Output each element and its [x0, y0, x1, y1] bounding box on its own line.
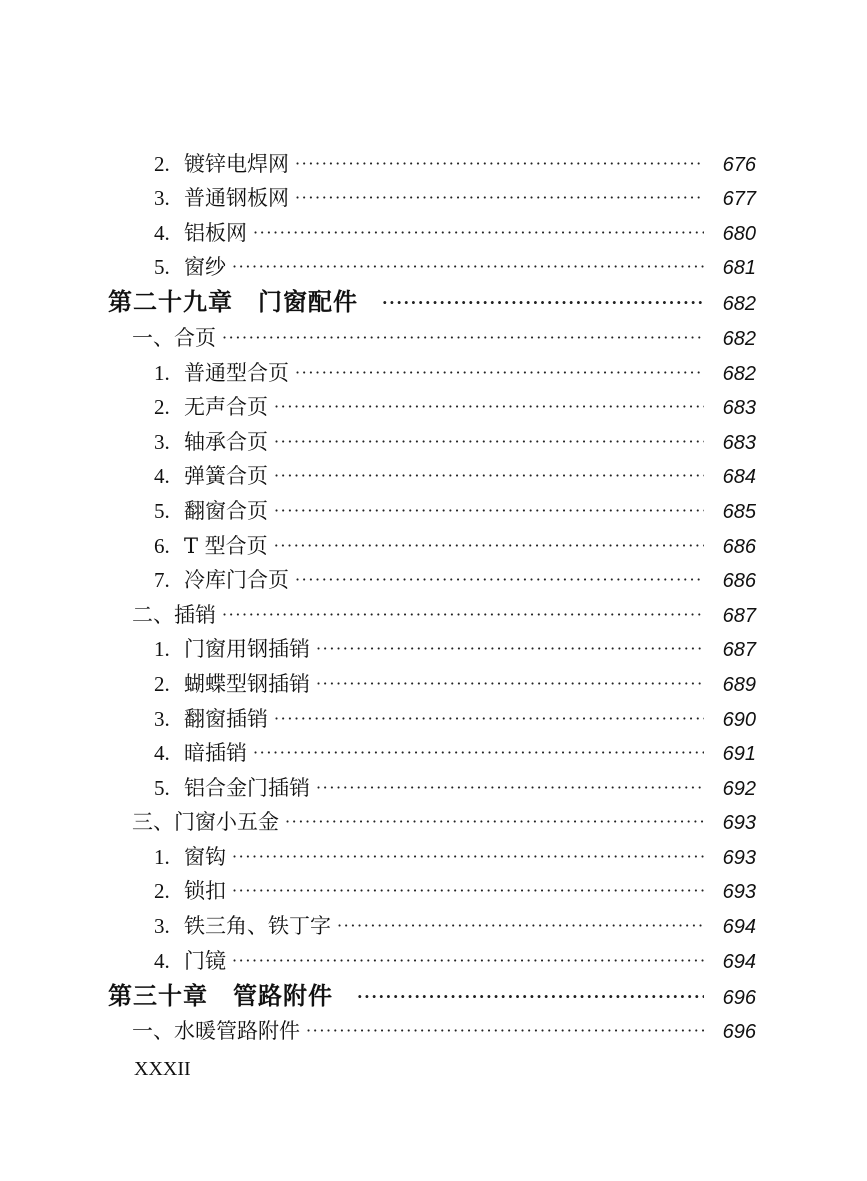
- toc-entry-title: [154, 533, 274, 558]
- toc-entry-title-text: 无声合页: [184, 395, 268, 420]
- toc-entry-number: 5.: [154, 775, 170, 800]
- toc-entry-title-text: 窗纱: [184, 255, 226, 280]
- dot-leader: [337, 918, 704, 937]
- toc-entry-title-text: 铝合金门插销: [184, 775, 310, 800]
- toc-entry-item[interactable]: [0, 902, 756, 937]
- toc-entry-number: 2.: [154, 151, 170, 176]
- dot-leader: [253, 225, 704, 244]
- dot-leader: [222, 330, 704, 349]
- dot-leader: [232, 883, 704, 902]
- toc-entry-item[interactable]: [0, 175, 756, 210]
- toc-entry-number: 4.: [154, 220, 170, 245]
- toc-entry-title-text: 门窗用钢插销: [184, 637, 310, 662]
- toc-entry-title: [132, 812, 285, 833]
- toc-entry-title-text: 暗插销: [184, 741, 247, 766]
- toc-entry-number: 1.: [154, 637, 170, 662]
- toc-entry-title: [154, 429, 274, 454]
- toc-entry-title: [154, 743, 253, 764]
- toc-entry-title-text: 三、门窗小五金: [132, 810, 279, 835]
- toc-entry-page-number: 689: [722, 673, 756, 696]
- dot-leader: [295, 365, 704, 384]
- toc-entry-number: 2.: [154, 671, 170, 696]
- dot-leader: [295, 156, 704, 175]
- dot-leader: [222, 607, 704, 626]
- toc-entry-item[interactable]: [0, 730, 756, 765]
- toc-entry-item[interactable]: [0, 868, 756, 903]
- dot-leader: [253, 745, 704, 764]
- dot-leader: [285, 814, 704, 833]
- toc-entry-page-number: 696: [722, 1021, 756, 1044]
- toc-entry-page-number: 676: [722, 153, 756, 176]
- dot-leader: [357, 989, 704, 1008]
- toc-entry-item[interactable]: [0, 660, 756, 695]
- toc-entry-title: [154, 948, 232, 973]
- dot-leader: [306, 1023, 704, 1042]
- toc-entry-number: 4.: [154, 741, 170, 766]
- table-of-contents: [0, 140, 867, 1042]
- toc-entry-page-number: 686: [722, 570, 756, 593]
- toc-entry-page-number: 682: [722, 362, 756, 385]
- toc-entry-title: [154, 570, 295, 591]
- toc-entry-title-text: 第三十章 管路附件: [108, 980, 333, 1010]
- toc-entry-item[interactable]: [0, 384, 756, 419]
- toc-entry-page-number: 681: [722, 257, 756, 280]
- toc-entry-title: [132, 325, 222, 350]
- toc-entry-title-text: 冷库门合页: [184, 568, 289, 593]
- toc-entry-page-number: 693: [722, 881, 756, 904]
- toc-entry-page-number: 696: [722, 986, 756, 1009]
- toc-entry-title: [154, 671, 316, 696]
- dot-leader: [295, 572, 704, 591]
- toc-entry-number: 3.: [154, 186, 170, 211]
- toc-entry-section[interactable]: [0, 799, 756, 834]
- toc-entry-title-text: 翻窗合页: [184, 498, 268, 523]
- dot-leader: [274, 399, 704, 418]
- dot-leader: [274, 434, 704, 453]
- toc-entry-title-text: 门镜: [184, 948, 226, 973]
- toc-entry-item[interactable]: [0, 764, 756, 799]
- toc-entry-title: [154, 916, 337, 937]
- toc-entry-item[interactable]: [0, 453, 756, 488]
- dot-leader: [295, 190, 704, 209]
- toc-entry-title-text: 轴承合页: [184, 429, 268, 454]
- dot-leader: [382, 295, 704, 314]
- dot-leader: [232, 849, 704, 868]
- toc-entry-page-number: 684: [722, 466, 756, 489]
- toc-entry-title: [154, 498, 274, 523]
- dot-leader: [274, 711, 704, 730]
- toc-entry-page-number: 685: [722, 500, 756, 523]
- dot-leader: [274, 503, 704, 522]
- toc-entry-title-text: 一、水暖管路附件: [132, 1019, 300, 1044]
- toc-entry-page-number: 687: [722, 604, 756, 627]
- toc-entry-title-text: 普通型合页: [184, 360, 289, 385]
- toc-entry-number: 5.: [154, 498, 170, 523]
- toc-entry-title: [154, 188, 295, 209]
- toc-entry-title-text: 弹簧合页: [184, 464, 268, 489]
- toc-entry-title-text: 普通钢板网: [184, 186, 289, 211]
- toc-entry-item[interactable]: [0, 557, 756, 592]
- toc-entry-title: [154, 257, 232, 278]
- dot-leader: [316, 641, 704, 660]
- toc-entry-section[interactable]: [0, 1008, 756, 1043]
- toc-entry-page-number: 694: [722, 916, 756, 939]
- toc-entry-title: [154, 881, 232, 902]
- dot-leader: [232, 259, 704, 278]
- dot-leader: [274, 538, 704, 557]
- toc-entry-title-text: 一、合页: [132, 325, 216, 350]
- toc-entry-number: 1.: [154, 844, 170, 869]
- toc-entry-chapter[interactable]: [0, 972, 756, 1008]
- toc-entry-title: [154, 706, 274, 731]
- toc-list: [0, 140, 867, 1042]
- toc-entry-title: [154, 466, 274, 487]
- dot-leader: [274, 468, 704, 487]
- toc-entry-page-number: 680: [722, 222, 756, 245]
- toc-entry-title: [154, 151, 295, 176]
- toc-entry-page-number: 693: [722, 812, 756, 835]
- toc-entry-item[interactable]: [0, 209, 756, 244]
- toc-entry-number: 3.: [154, 914, 170, 939]
- toc-entry-number: 4.: [154, 464, 170, 489]
- toc-entry-title-text: T 型合页: [184, 533, 268, 558]
- toc-entry-title: [132, 1021, 306, 1042]
- toc-entry-number: 1.: [154, 360, 170, 385]
- toc-entry-page-number: 691: [722, 743, 756, 766]
- toc-entry-page-number: 692: [722, 777, 756, 800]
- toc-entry-number: 5.: [154, 255, 170, 280]
- toc-entry-title-text: 铝板网: [184, 220, 247, 245]
- toc-entry-title-text: 镀锌电焊网: [184, 151, 289, 176]
- toc-entry-item[interactable]: [0, 418, 756, 453]
- toc-entry-number: 3.: [154, 429, 170, 454]
- toc-entry-title-text: 锁扣: [184, 879, 226, 904]
- toc-entry-item[interactable]: [0, 244, 756, 279]
- toc-entry-title: [154, 639, 316, 660]
- toc-entry-title: [108, 980, 357, 1010]
- toc-entry-title: [154, 360, 295, 385]
- toc-entry-item[interactable]: [0, 140, 756, 175]
- dot-leader: [316, 780, 704, 799]
- toc-entry-page-number: 683: [722, 397, 756, 420]
- toc-entry-page-number: 683: [722, 431, 756, 454]
- toc-entry-title-text: 蝴蝶型钢插销: [184, 671, 310, 696]
- toc-entry-page-number: 693: [722, 846, 756, 869]
- toc-entry-section[interactable]: [0, 314, 756, 349]
- toc-entry-number: 2.: [154, 395, 170, 420]
- dot-leader: [232, 953, 704, 972]
- toc-entry-page-number: 690: [722, 708, 756, 731]
- dot-leader: [316, 676, 704, 695]
- toc-entry-item[interactable]: [0, 626, 756, 661]
- toc-entry-title-text: 第二十九章 门窗配件: [108, 287, 358, 317]
- toc-entry-item[interactable]: [0, 833, 756, 868]
- toc-entry-number: 7.: [154, 568, 170, 593]
- page-number-roman: XXXII: [134, 1058, 191, 1080]
- toc-entry-title: [154, 220, 253, 245]
- toc-entry-item[interactable]: [0, 349, 756, 384]
- toc-entry-number: 3.: [154, 706, 170, 731]
- toc-entry-number: 4.: [154, 948, 170, 973]
- toc-entry-title-text: 二、插销: [132, 602, 216, 627]
- toc-entry-chapter[interactable]: [0, 278, 756, 317]
- toc-entry-page-number: 687: [722, 639, 756, 662]
- toc-entry-title: [154, 775, 316, 800]
- toc-entry-item[interactable]: [0, 937, 756, 972]
- toc-entry-page-number: 686: [722, 535, 756, 558]
- toc-entry-number: 6.: [154, 533, 170, 558]
- toc-entry-page-number: 682: [722, 293, 756, 316]
- toc-entry-page-number: 694: [722, 950, 756, 973]
- toc-entry-title-text: 铁三角、铁丁字: [184, 914, 331, 939]
- toc-entry-section[interactable]: [0, 591, 756, 626]
- toc-entry-page-number: 682: [722, 327, 756, 350]
- toc-entry-item[interactable]: [0, 487, 756, 522]
- toc-entry-item[interactable]: [0, 695, 756, 730]
- toc-entry-page-number: 677: [722, 188, 756, 211]
- toc-entry-title: [154, 844, 232, 869]
- toc-entry-title: [132, 602, 222, 627]
- toc-entry-title: [154, 397, 274, 418]
- toc-entry-title-text: 翻窗插销: [184, 706, 268, 731]
- toc-entry-number: 2.: [154, 879, 170, 904]
- toc-entry-title-text: 窗钩: [184, 844, 226, 869]
- toc-entry-item[interactable]: [0, 522, 756, 557]
- toc-entry-title: [108, 287, 382, 317]
